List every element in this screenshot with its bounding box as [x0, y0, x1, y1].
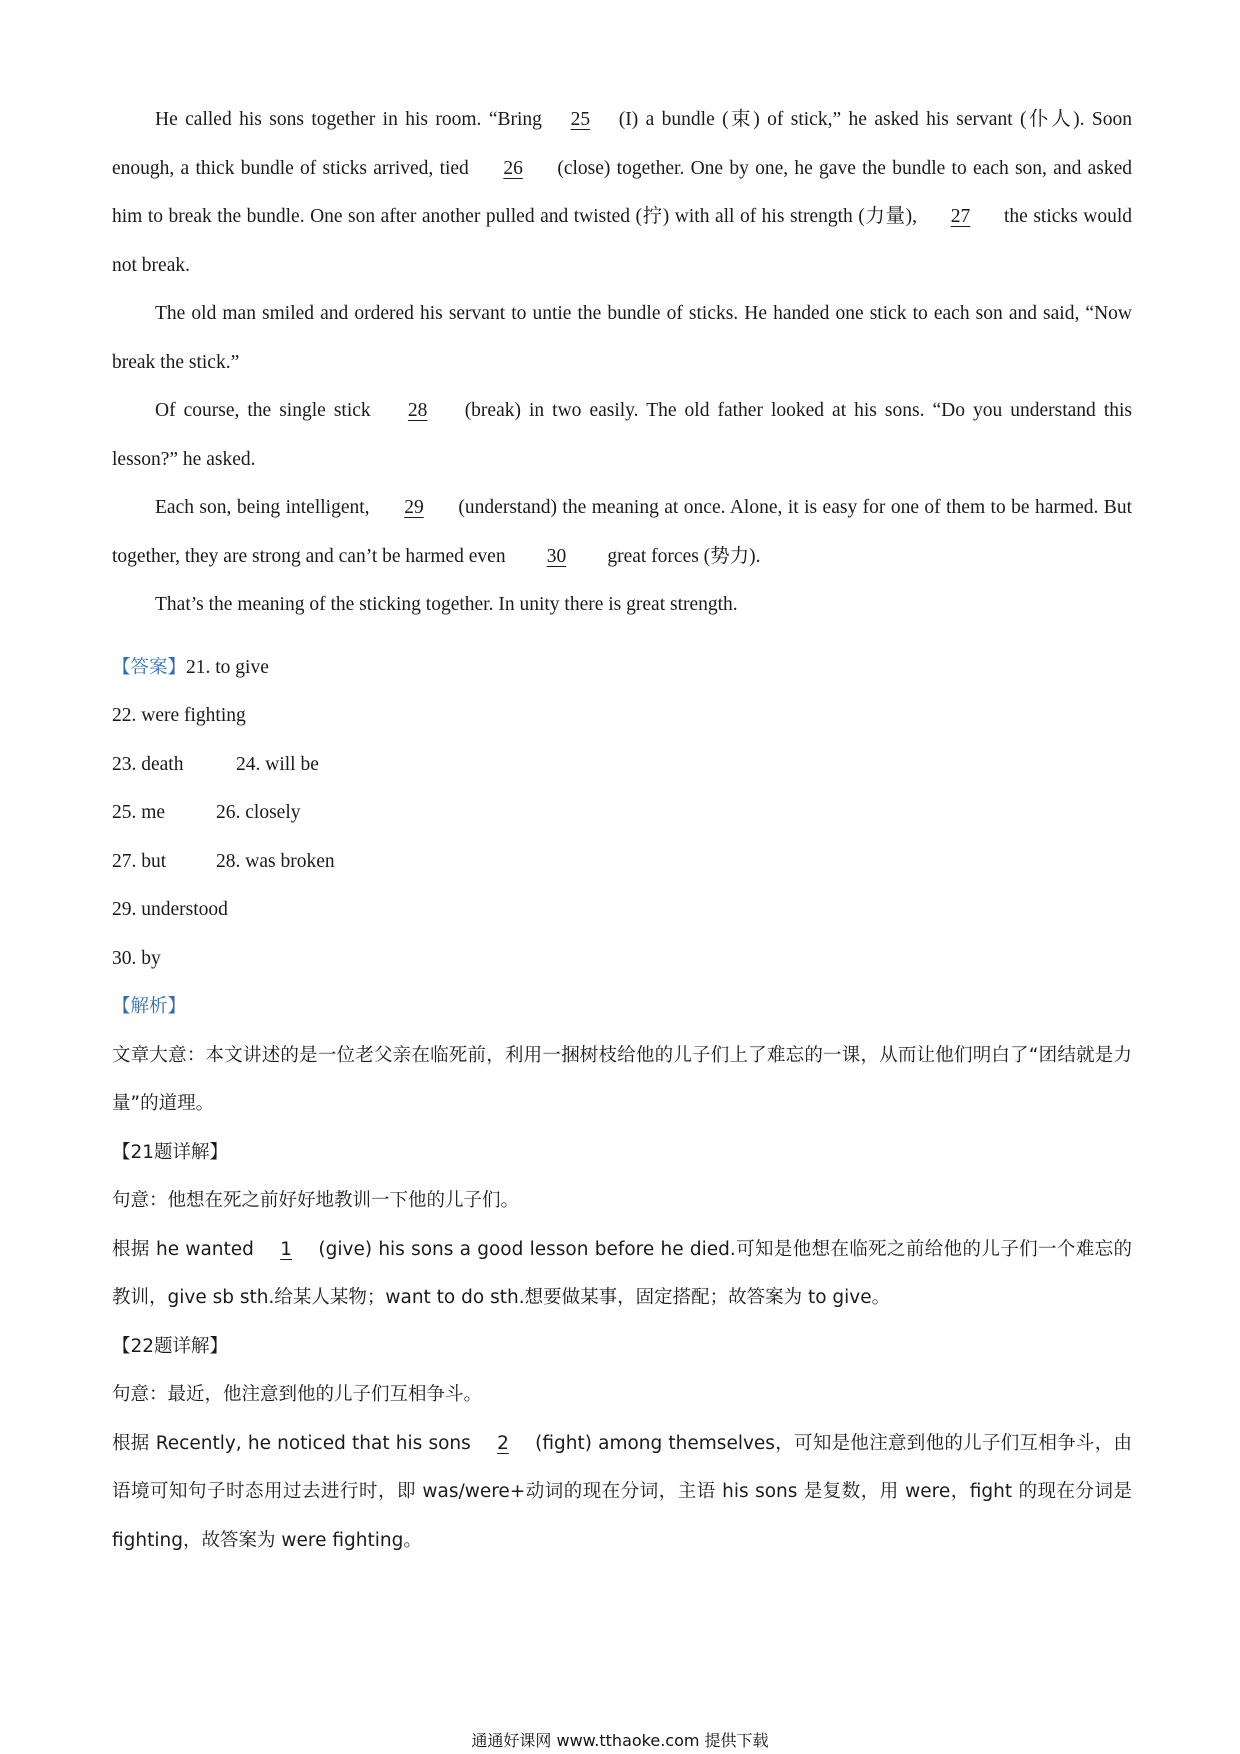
- q22-heading: 【22题详解】: [112, 1335, 229, 1357]
- article-summary: 文章大意：本文讲述的是一位老父亲在临死前，利用一捆树枝给他的儿子们上了难忘的一课，从而让他们明白了“团结就是力量”的道理。: [112, 1044, 1132, 1114]
- page-footer: 通通好课网 www.tthaoke.com 提供下载: [471, 1731, 769, 1750]
- answer-row: 25. me 26. closely: [112, 802, 301, 823]
- blank-25[interactable]: 25: [570, 109, 591, 130]
- blank-1: 1: [280, 1238, 293, 1260]
- analysis-label: 【解析】: [112, 996, 187, 1017]
- story-paragraph-1: He called his sons together in his room. “Bring 25 (I) a bundle (束) of stick,” he asked his servant (仆人). Soon enough, a thick bundle of sticks arrived, tied 26 (close) together. One by one, he gave the bundle to each son, and asked him to break the bundle. One son after another pulled and twisted (拧) with all of his strength (力量), 27 the sticks would not break.: [112, 96, 1132, 290]
- story-paragraph-5: That’s the meaning of the sticking together. In unity there is great strength.: [155, 594, 738, 615]
- story-paragraph-3: Of course, the single stick 28 (break) in two easily. The old father looked at his sons. “Do you understand this lesson?” he asked.: [112, 387, 1132, 484]
- q21-heading: 【21题详解】: [112, 1141, 229, 1163]
- blank-26[interactable]: 26: [503, 157, 523, 179]
- q21-meaning: 句意：他想在死之前好好地教训一下他的儿子们。: [112, 1190, 520, 1211]
- analysis-section: [112, 983, 1132, 1565]
- blank-28[interactable]: 28: [407, 400, 428, 421]
- answer-row: 23. death 24. will be: [112, 753, 319, 775]
- answer-row: 22. were fighting: [112, 705, 246, 726]
- blank-30[interactable]: 30: [546, 545, 567, 567]
- blank-2: 2: [497, 1432, 509, 1454]
- answer-label: 【答案】: [112, 656, 187, 678]
- answer-row: 【答案】21. to give: [112, 656, 269, 678]
- q22-meaning: 句意：最近，他注意到他的儿子们互相争斗。: [112, 1384, 483, 1405]
- document-page: [112, 96, 1132, 1565]
- story-paragraph-2: The old man smiled and ordered his servant to untie the bundle of sticks. He handed one stick to each son and said, “Now break the stick.”: [112, 303, 1132, 373]
- answers-section: [112, 644, 1132, 984]
- story-paragraph-4: Each son, being intelligent, 29 (understand) the meaning at once. Alone, it is easy for one of them to be harmed. But together, they are strong and can’t be harmed even 30 great forces (势力).: [112, 484, 1132, 581]
- spacer: [112, 630, 1132, 644]
- blank-27[interactable]: 27: [950, 206, 971, 227]
- blank-29[interactable]: 29: [404, 497, 424, 518]
- q21-explanation: 根据 he wanted 1 (give) his sons a good lesson before he died.可知是他想在临死之前给他的儿子们一个难忘的教训，give sb sth.给某人某物；want to do sth.想要做某事，固定搭配；故答案为 to give。: [112, 1226, 1132, 1323]
- answer-row: 27. but 28. was broken: [112, 850, 335, 872]
- answer-row: 29. understood: [112, 899, 228, 920]
- answer-row: 30. by: [112, 947, 161, 969]
- q22-explanation: 根据 Recently, he noticed that his sons 2 (fight) among themselves，可知是他注意到他的儿子们互相争斗，由语境可知句子时态用过去进行时，即 was/were+动词的现在分词，主语 his sons 是复数，用 were，fight 的现在分词是 fighting，故答案为 were fighting。: [112, 1420, 1132, 1566]
